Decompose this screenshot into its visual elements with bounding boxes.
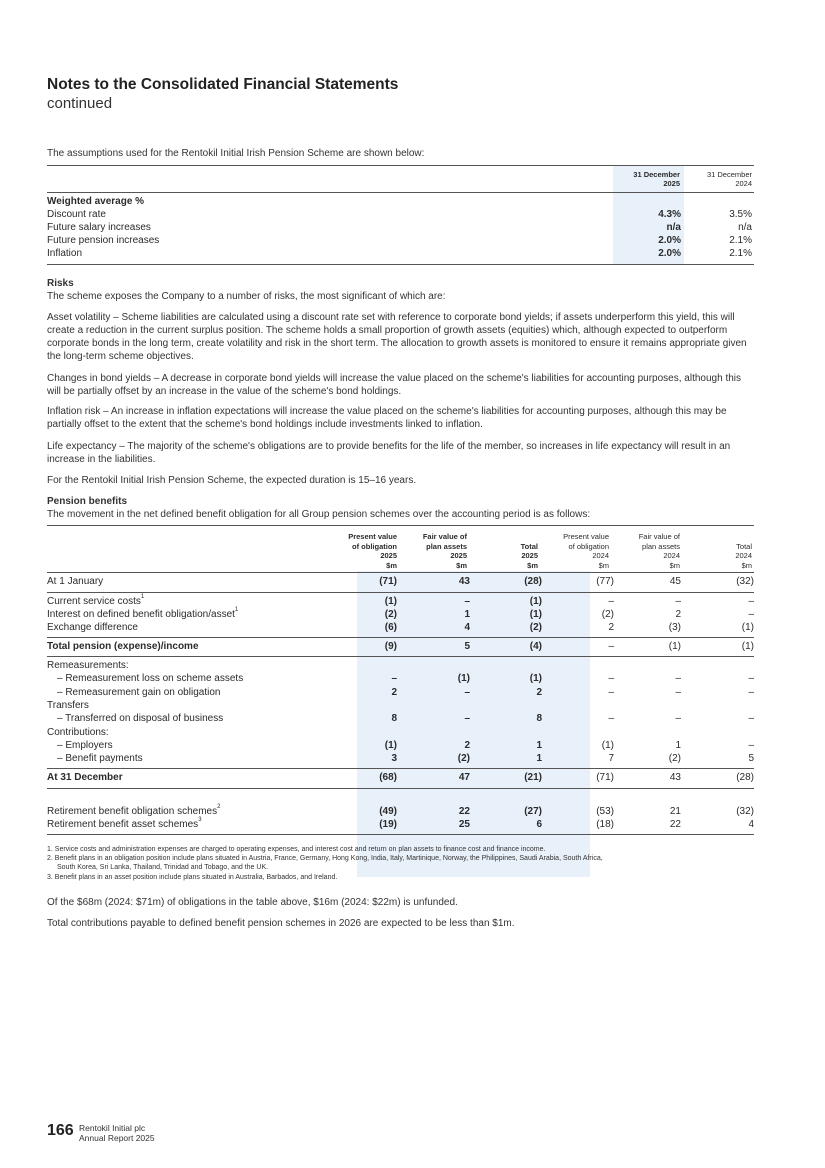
table-row: Transfers: [47, 700, 89, 711]
table-row: Contributions:: [47, 727, 109, 738]
table-row: – Employers (1) 2 1 (1) 1 –: [57, 740, 754, 751]
table-rule: [47, 656, 754, 657]
table-row: Exchange difference (6) 4 (2) 2 (3) (1): [47, 622, 754, 633]
table-row: – Remeasurement loss on scheme assets – (1) (1) – – –: [57, 673, 754, 684]
table-rule: [47, 165, 754, 166]
risks-paragraph: For the Rentokil Initial Irish Pension Scheme, the expected duration is 15–16 years.: [47, 475, 417, 486]
column-header: Fair value of plan assets 2024 $m: [638, 532, 680, 570]
page-subtitle: continued: [47, 95, 113, 112]
table-rule: [47, 788, 754, 789]
page-title: Notes to the Consolidated Financial Statements: [47, 76, 399, 93]
table-rule: [47, 834, 754, 835]
footnote: 1. Service costs and administration expenses are charged to operating expenses, and interest cost and return on plan assets to finance cost and finance income.: [47, 846, 546, 853]
table-row: – Benefit payments 3 (2) 1 7 (2) 5: [57, 753, 754, 764]
table-row: Total pension (expense)/income (9) 5 (4) – (1) (1): [47, 641, 754, 652]
table-row: Future pension increases 2.0% 2.1%: [47, 235, 752, 246]
table-row: Interest on defined benefit obligation/asset$^1$ (2) 1 (1) (2) 2 –: [47, 607, 754, 620]
risks-paragraph: Asset volatility – Scheme liabilities are calculated using a discount rate set with reference to corporate bond yields; if assets underperform this yield, this will create a reduction in the current surplus position. The scheme holds a small proportion of growth assets (equities) which, although expected to outperform corporate bonds in the long term, create volatility and risk in the short term. The allocation to growth assets is monitored to ensure it remains appropriate given the long-term scheme objectives.: [47, 312, 747, 362]
assumptions-intro: The assumptions used for the Rentokil Initial Irish Pension Scheme are shown below:: [47, 148, 425, 159]
table-row: – Transferred on disposal of business 8 – 8 – – –: [57, 713, 754, 724]
footnote: 3. Benefit plans in an asset position include plans situated in Australia, Barbados, and Ireland.: [47, 874, 338, 881]
pension-heading: Pension benefits: [47, 496, 128, 507]
column-header: Present value of obligation 2024 $m: [563, 532, 609, 570]
footnote: South Korea, Sri Lanka, Thailand, Trinidad and Tobago, and the UK.: [57, 864, 269, 871]
column-header: Total 2024 $m: [735, 541, 752, 570]
column-header: Total 2025 $m: [520, 541, 538, 570]
table-rule: [47, 572, 754, 573]
footnote: 2. Benefit plans in an obligation position include plans situated in Austria, France, Germany, Hong Kong, India, Italy, Martinique, Norway, the Philippines, Saudi Arabia, South Africa,: [47, 855, 603, 862]
closing-paragraph: Total contributions payable to defined benefit pension schemes in 2026 are expected to be less than $1m.: [47, 918, 515, 929]
table-row: Remeasurements:: [47, 660, 129, 671]
risks-intro: The scheme exposes the Company to a number of risks, the most significant of which are:: [47, 291, 446, 302]
table-rule: [47, 592, 754, 593]
table-row: Discount rate 4.3% 3.5%: [47, 209, 752, 220]
table-row: Future salary increases n/a n/a: [47, 222, 752, 233]
table-row: Retirement benefit asset schemes$^3$ (19) 25 6 (18) 22 4: [47, 817, 754, 830]
column-header-2024: 31 December 2024: [706, 170, 752, 188]
column-header: Fair value of plan assets 2025 $m: [422, 532, 467, 570]
table-rule: [47, 637, 754, 638]
table-row: Retirement benefit obligation schemes$^2$ (49) 22 (27) (53) 21 (32): [47, 804, 754, 817]
risks-heading: Risks: [47, 278, 74, 289]
section-label: Weighted average %: [47, 196, 145, 207]
table-rule: [47, 525, 754, 526]
table-row: Current service costs$^1$ (1) – (1) – – –: [47, 594, 754, 607]
risks-paragraph: Changes in bond yields – A decrease in corporate bond yields will increase the value placed on the scheme's liabilities for accounting purposes, although this will be partially offset by an increase in the value of the scheme's bond holdings.: [47, 373, 741, 397]
table-rule: [47, 264, 754, 265]
footer-company: Rentokil Initial plc Annual Report 2025: [79, 1123, 155, 1143]
table-row: At 31 December (68) 47 (21) (71) 43 (28): [47, 772, 754, 783]
table-row: – Remeasurement gain on obligation 2 – 2 – – –: [57, 687, 754, 698]
table-row: At 1 January (71) 43 (28) (77) 45 (32): [47, 576, 754, 587]
column-header-2025: 31 December 2025: [633, 170, 680, 188]
table-rule: [47, 192, 754, 193]
table-row: Inflation 2.0% 2.1%: [47, 248, 752, 259]
page-number: 166: [47, 1122, 74, 1139]
table-rule: [47, 768, 754, 769]
risks-paragraph: Inflation risk – An increase in inflation expectations will increase the value placed on the scheme's liabilities for accounting purposes, although this may be partially offset to the extent that the scheme's bond holdings include investments linked to inflation.: [47, 406, 727, 430]
risks-paragraph: Life expectancy – The majority of the scheme's obligations are to provide benefits for the life of the member, so increases in life expectancy will result in an increase in the liabilities.: [47, 441, 731, 465]
pension-intro: The movement in the net defined benefit obligation for all Group pension schemes over the accounting period is as follows:: [47, 509, 591, 520]
closing-paragraph: Of the $68m (2024: $71m) of obligations in the table above, $16m (2024: $22m) is unfunded.: [47, 897, 458, 908]
column-header: Present value of obligation 2025 $m: [348, 532, 397, 570]
